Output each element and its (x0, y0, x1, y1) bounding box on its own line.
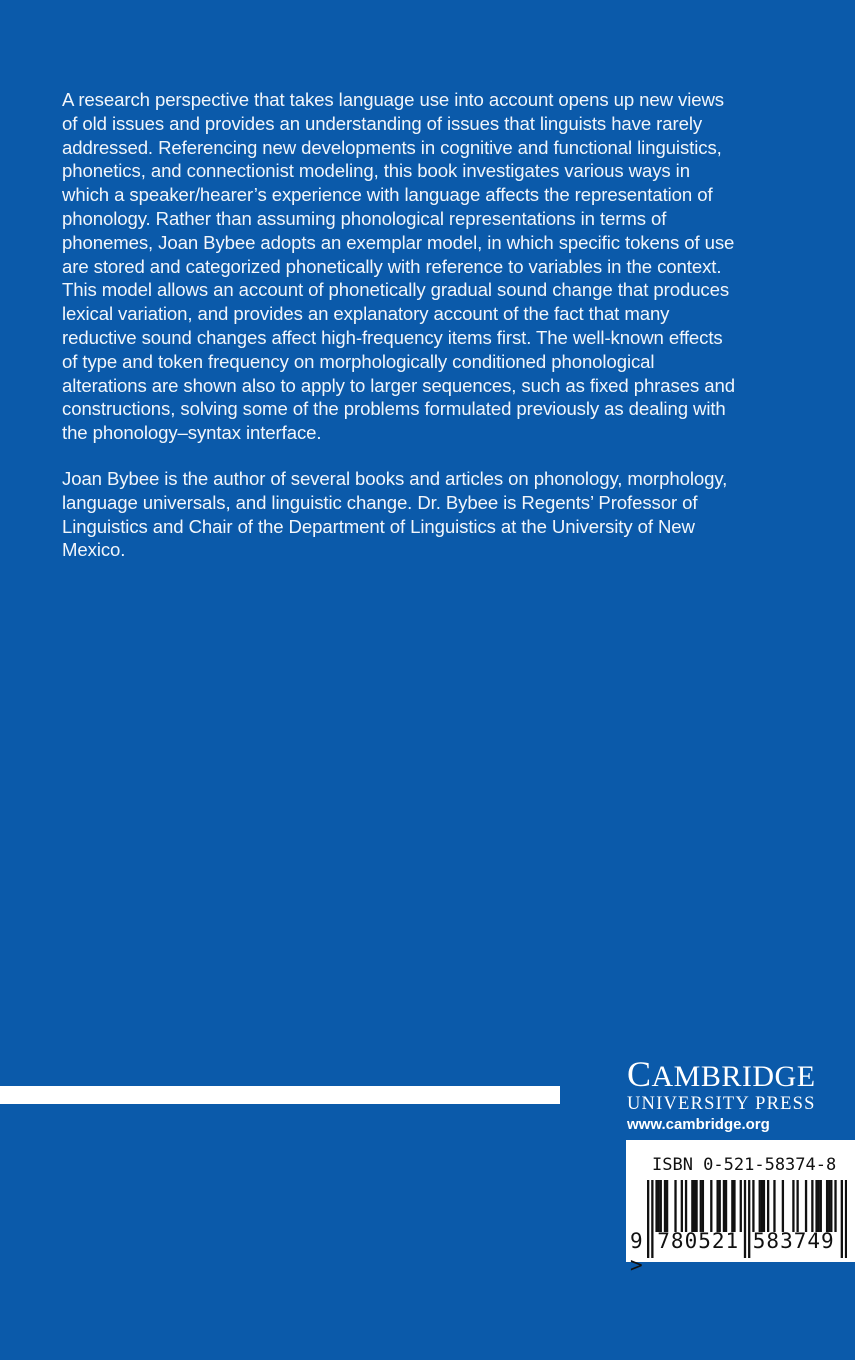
text-line: Joan Bybee is the author of several books and articles on phonology, morphology, (62, 468, 728, 489)
text-line: phonology. Rather than assuming phonological representations in terms of (62, 207, 667, 229)
barcode-bar (685, 1180, 687, 1232)
decorative-white-bar (0, 1086, 560, 1104)
barcode-bar (674, 1180, 676, 1232)
barcode-bar (761, 1180, 763, 1232)
barcode-bar (700, 1180, 702, 1232)
barcode-bar (815, 1180, 817, 1232)
barcode-bar (826, 1180, 828, 1232)
text-line: Linguistics and Chair of the Department of Linguistics at the University of New (62, 515, 695, 537)
publisher-logo (627, 1054, 816, 1135)
barcode-bar (740, 1180, 742, 1232)
barcode-bar (710, 1180, 712, 1232)
description-paragraph-1 (62, 88, 735, 445)
publisher-name-rest: AMBRIDGE (651, 1060, 816, 1093)
text-line: language universals, and linguistic change. Dr. Bybee is Regents’ Professor of (62, 491, 698, 513)
publisher-subtitle: UNIVERSITY PRESS (627, 1094, 816, 1114)
barcode-bar (830, 1180, 832, 1232)
barcode-bar (655, 1180, 657, 1232)
text-line: lexical variation, and provides an explanatory account of the fact that many (62, 303, 670, 325)
publisher-initial: C (627, 1054, 652, 1094)
barcode-bar (664, 1180, 666, 1232)
text-line: are stored and categorized phonetically with reference to variables in the context. (62, 255, 722, 277)
barcode-bar (811, 1180, 813, 1232)
publisher-url: www.cambridge.org (627, 1116, 770, 1133)
barcode-bar (731, 1180, 733, 1232)
text-line: which a speaker/hearer’s experience with language affects the representation of (62, 184, 713, 206)
barcode-bar (820, 1180, 822, 1232)
barcode-bar (767, 1180, 769, 1232)
barcode-bar (666, 1180, 668, 1232)
barcode-digits: 9 780521 583749 > (630, 1229, 835, 1277)
text-line: phonetics, and connectionist modeling, this book investigates various ways in (62, 160, 690, 182)
text-line: addressed. Referencing new developments in cognitive and functional linguistics, (62, 136, 722, 158)
text-line: phonemes, Joan Bybee adopts an exemplar model, in which specific tokens of use (62, 231, 735, 253)
barcode-bar (693, 1180, 695, 1232)
barcode-bar (681, 1180, 683, 1232)
barcode-bar (723, 1180, 725, 1232)
isbn-barcode-box (626, 1140, 855, 1277)
barcode-bar (818, 1180, 820, 1232)
isbn-label: ISBN 0-521-58374-8 (652, 1155, 837, 1175)
barcode-bar (660, 1180, 662, 1232)
barcode-bar (719, 1180, 721, 1232)
text-line: A research perspective that takes language use into account opens up new views (62, 89, 724, 110)
barcode-bar (716, 1180, 718, 1232)
barcode-bar (752, 1180, 754, 1232)
barcode-bar (828, 1180, 830, 1232)
author-bio-paragraph (62, 467, 727, 562)
text-line: the phonology–syntax interface. (62, 422, 322, 444)
publisher-name (627, 1054, 816, 1094)
barcode-bar (782, 1180, 784, 1232)
barcode-bar (702, 1180, 704, 1232)
barcode-bar (773, 1180, 775, 1232)
text-line: reductive sound changes affect high-frequency items first. The well-known effects (62, 326, 723, 348)
text-line: alterations are shown also to apply to larger sequences, such as fixed phrases and (62, 374, 735, 396)
text-line: of old issues and provides an understanding of issues that linguists have rarely (62, 112, 703, 134)
barcode-bar (725, 1180, 727, 1232)
barcode-bar (805, 1180, 807, 1232)
barcode-bar (691, 1180, 693, 1232)
barcode-bar (792, 1180, 794, 1232)
barcode-bar (759, 1180, 761, 1232)
barcode-bar (695, 1180, 697, 1232)
barcode-bar (796, 1180, 798, 1232)
text-line: This model allows an account of phonetically gradual sound change that produces (62, 279, 730, 301)
barcode-bar (763, 1180, 765, 1232)
text-line: Mexico. (62, 539, 126, 561)
barcode-bar (834, 1180, 836, 1232)
text-line: constructions, solving some of the problems formulated previously as dealing with (62, 398, 726, 420)
text-line: of type and token frequency on morphologically conditioned phonological (62, 350, 655, 372)
barcode-bar (733, 1180, 735, 1232)
barcode-bar (658, 1180, 660, 1232)
